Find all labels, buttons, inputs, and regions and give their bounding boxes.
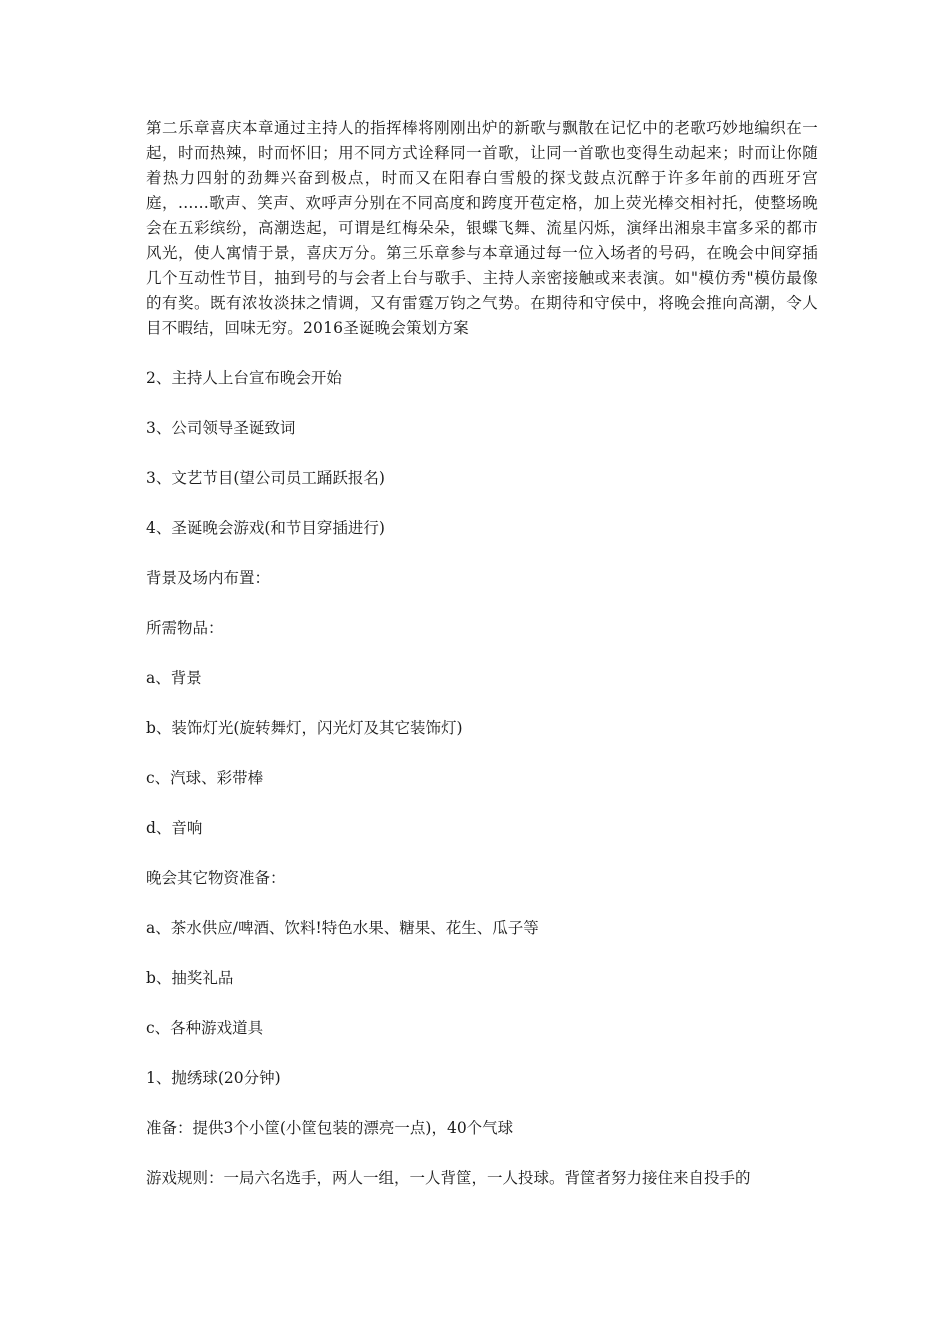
list-item: 4、圣诞晚会游戏(和节目穿插进行) <box>146 519 385 537</box>
list-item: a、背景 <box>146 669 202 687</box>
section-heading: 所需物品： <box>146 619 224 637</box>
list-item: b、抽奖礼品 <box>146 969 234 987</box>
list-item: d、音响 <box>146 819 203 837</box>
list-item: b、装饰灯光(旋转舞灯，闪光灯及其它装饰灯) <box>146 719 463 737</box>
list-item: c、汽球、彩带棒 <box>146 769 264 787</box>
list-item: 2、主持人上台宣布晚会开始 <box>146 369 342 387</box>
section-heading: 晚会其它物资准备： <box>146 869 286 887</box>
section-heading: 背景及场内布置： <box>146 569 271 587</box>
list-item: c、各种游戏道具 <box>146 1019 264 1037</box>
game-preparation: 准备：提供3个小筐(小筐包装的漂亮一点)，40个气球 <box>146 1119 514 1137</box>
list-item: a、茶水供应/啤酒、饮料!特色水果、糖果、花生、瓜子等 <box>146 919 539 937</box>
item-list <box>146 366 818 1216</box>
list-item: 3、文艺节目(望公司员工踊跃报名) <box>146 469 385 487</box>
game-title: 1、抛绣球(20分钟) <box>146 1069 281 1087</box>
list-item: 3、公司领导圣诞致词 <box>146 419 296 437</box>
game-rules: 游戏规则：一局六名选手，两人一组，一人背筐，一人投球。背筐者努力接住来自投手的 <box>146 1169 751 1187</box>
document-page <box>146 116 818 1216</box>
intro-paragraph: 第二乐章喜庆本章通过主持人的指挥棒将刚刚出炉的新歌与飘散在记忆中的老歌巧妙地编织在一起，时而热辣，时而怀旧；用不同方式诠释同一首歌，让同一首歌也变得生动起来；时而让你随着热力四射的劲舞兴奋到极点，时而又在阳春白雪般的探戈鼓点沉醉于许多年前的西班牙宫庭，......歌声、笑声、欢呼声分别在不同高度和跨度开苞定格，加上荧光棒交相衬托，使整场晚会在五彩缤纷，高潮迭起，可谓是红梅朵朵，银蝶飞舞、流星闪烁，演绎出湘泉丰富多采的都市风光，使人寓情于景，喜庆万分。第三乐章参与本章通过每一位入场者的号码，在晚会中间穿插几个互动性节目，抽到号的与会者上台与歌手、主持人亲密接触或来表演。如"模仿秀"模仿最像的有奖。既有浓妆淡抹之情调，又有雷霆万钧之气势。在期待和守侯中，将晚会推向高潮，令人目不暇结，回味无穷。2016圣诞晚会策划方案 <box>146 119 818 337</box>
